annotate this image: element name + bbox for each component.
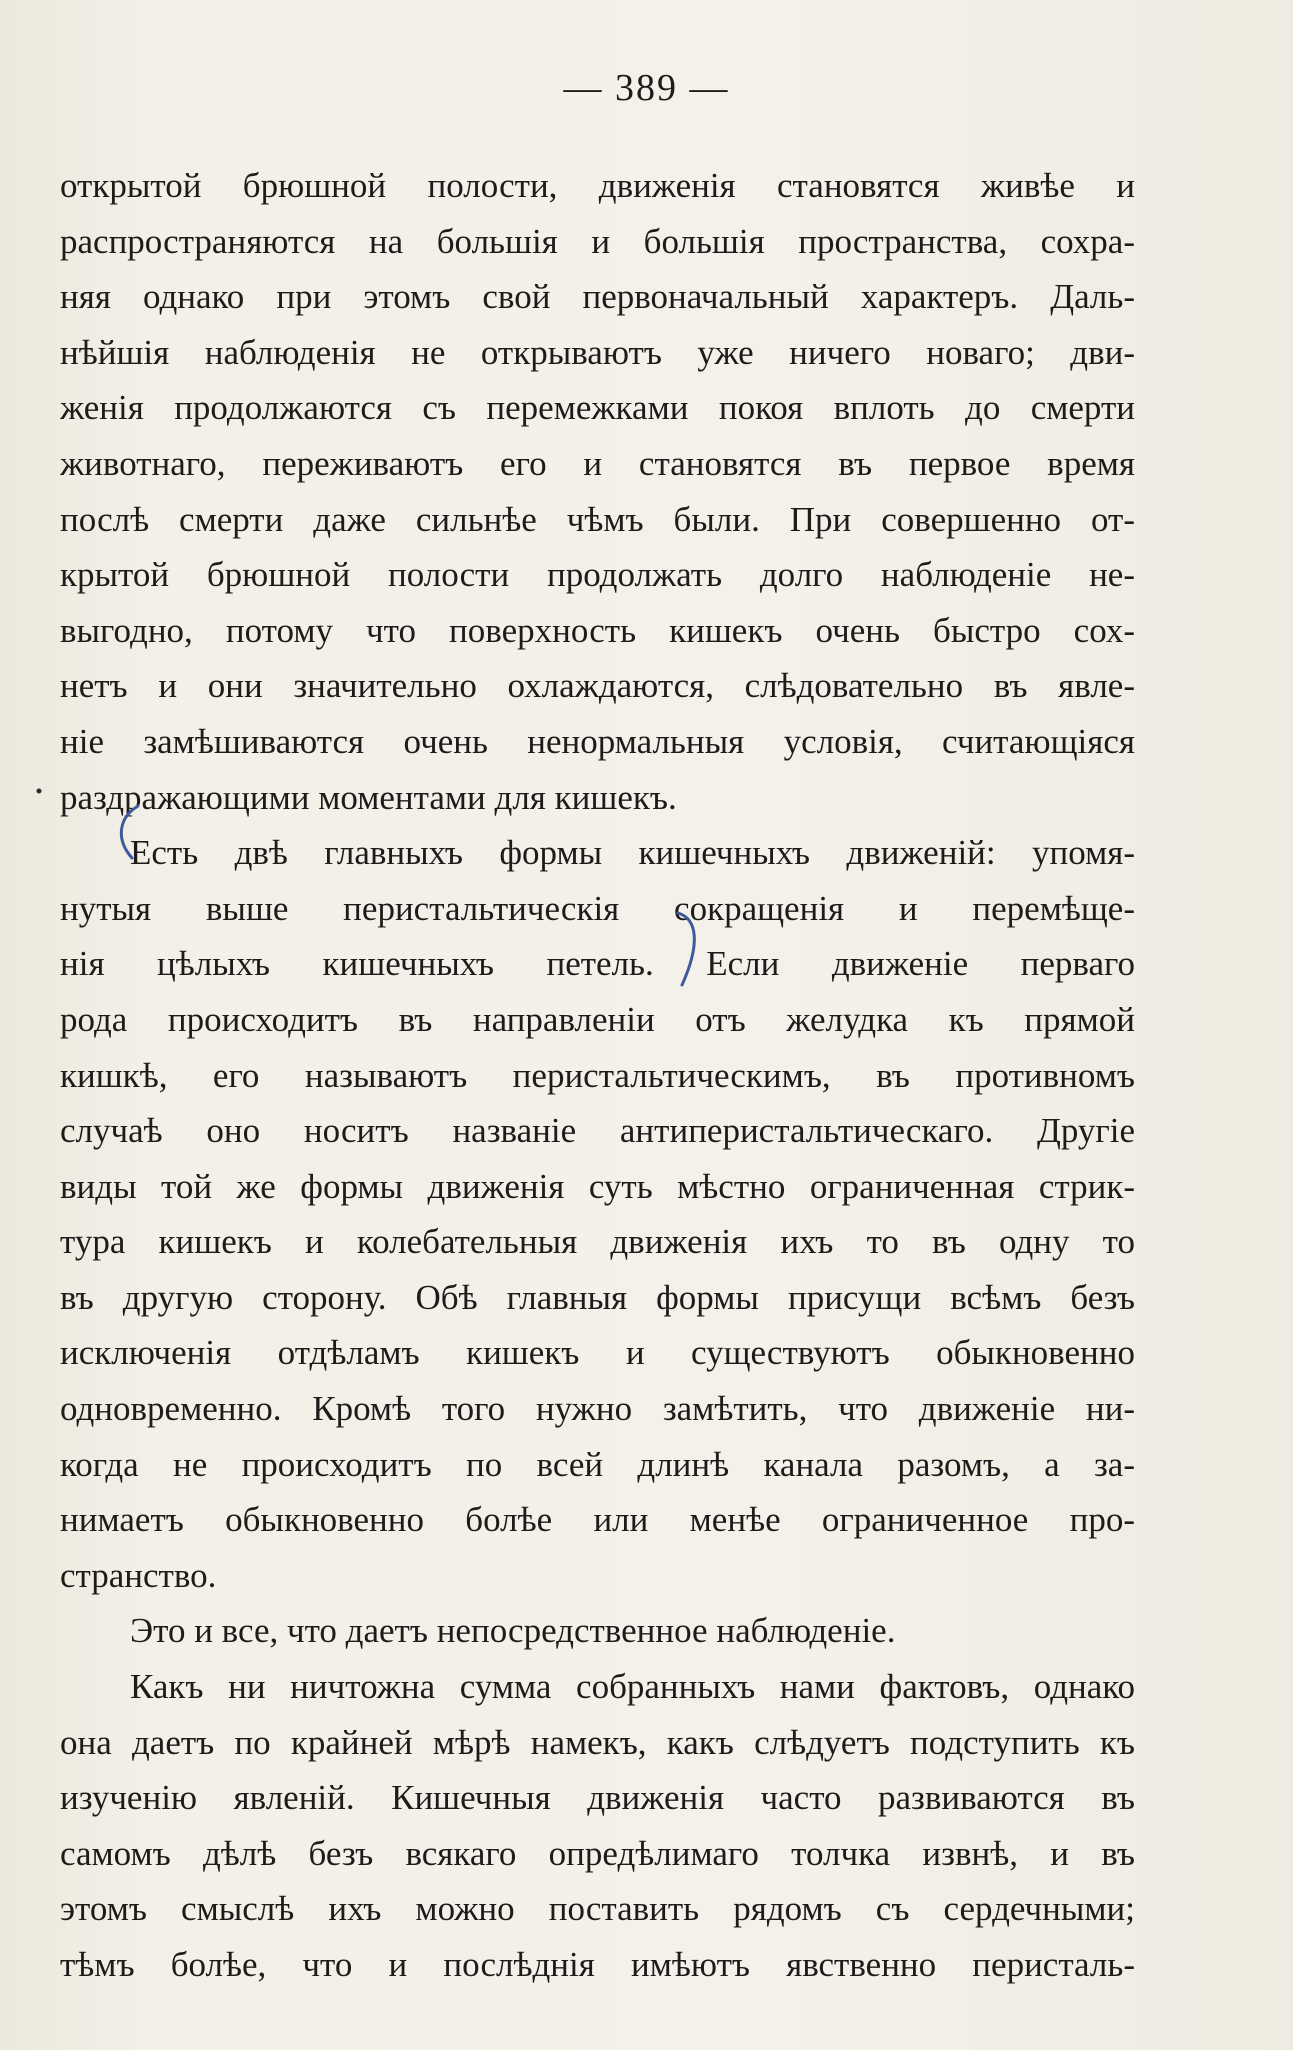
text-line: женія продолжаются съ перемежками покоя вплоть до смерти — [60, 388, 1135, 428]
text-line: странство. — [60, 1555, 217, 1595]
paragraph-start-line: Есть двѣ главныхъ формы кишечныхъ движеній: упомя- — [130, 833, 1135, 873]
text-line: рода происходитъ въ направленіи отъ желудка къ прямой — [60, 999, 1135, 1039]
text-line: нетъ и они значительно охлаждаются, слѣдовательно въ явле- — [60, 666, 1135, 706]
paragraph-start-line: Какъ ни ничтожна сумма собранныхъ нами фактовъ, однако — [130, 1667, 1135, 1707]
text-line: раздражающими моментами для кишекъ. — [60, 777, 677, 817]
text-line: крытой брюшной полости продолжать долго наблюденіе не- — [60, 555, 1135, 595]
text-line: выгодно, потому что поверхность кишекъ очень быстро сох- — [60, 610, 1135, 650]
text-line: изученію явленій. Кишечныя движенія часто развиваются въ — [60, 1778, 1135, 1818]
body-text — [60, 158, 1135, 1993]
text-line: въ другую сторону. Обѣ главныя формы присущи всѣмъ безъ — [60, 1277, 1135, 1317]
text-line: животнаго, переживаютъ его и становятся въ первое время — [60, 443, 1135, 483]
text-line: одновременно. Кромѣ того нужно замѣтить, что движеніе ни- — [60, 1389, 1135, 1429]
text-line: она даетъ по крайней мѣрѣ намекъ, какъ слѣдуетъ подступить къ — [60, 1722, 1135, 1762]
text-line: открытой брюшной полости, движенія становятся живѣе и — [60, 166, 1135, 205]
text-line: нія цѣлыхъ кишечныхъ петель. Если движеніе перваго — [60, 944, 1135, 984]
text-line: тѣмъ болѣе, что и послѣднія имѣютъ явственно перисталь- — [60, 1945, 1135, 1984]
text-line: когда не происходитъ по всей длинѣ канала разомъ, а за- — [60, 1444, 1135, 1484]
text-line: няя однако при этомъ свой первоначальный характеръ. Даль- — [60, 277, 1135, 317]
paragraph-start-line: Это и все, что даетъ непосредственное наблюденіе. — [130, 1611, 896, 1651]
text-line: послѣ смерти даже сильнѣе чѣмъ были. При совершенно от- — [60, 499, 1135, 539]
text-line: нутыя выше перистальтическія сокращенія и перемѣще- — [60, 888, 1135, 928]
pencil-dot-mark — [33, 785, 45, 797]
text-line: ніе замѣшиваются очень ненормальныя условія, считающіяся — [60, 721, 1135, 761]
text-line: кишкѣ, его называютъ перистальтическимъ, въ противномъ — [60, 1055, 1135, 1095]
text-line: распространяются на большія и большія пространства, сохра- — [60, 221, 1135, 261]
text-line: тура кишекъ и колебательныя движенія ихъ то въ одну то — [60, 1222, 1135, 1262]
page-number: — 389 — — [563, 67, 730, 109]
text-line: нимаетъ обыкновенно болѣе или менѣе ограниченное про- — [60, 1500, 1135, 1540]
text-line: случаѣ оно носитъ названіе антиперистальтическаго. Другіе — [60, 1111, 1135, 1151]
text-line: этомъ смыслѣ ихъ можно поставить рядомъ съ сердечными; — [60, 1889, 1135, 1929]
text-line: исключенія отдѣламъ кишекъ и существуютъ обыкновенно — [60, 1333, 1135, 1373]
text-line: нѣйшія наблюденія не открываютъ уже ничего новаго; дви- — [60, 332, 1135, 372]
text-line: виды той же формы движенія суть мѣстно ограниченная стрик- — [60, 1166, 1135, 1206]
text-line: самомъ дѣлѣ безъ всякаго опредѣлимаго толчка извнѣ, и въ — [60, 1833, 1135, 1873]
